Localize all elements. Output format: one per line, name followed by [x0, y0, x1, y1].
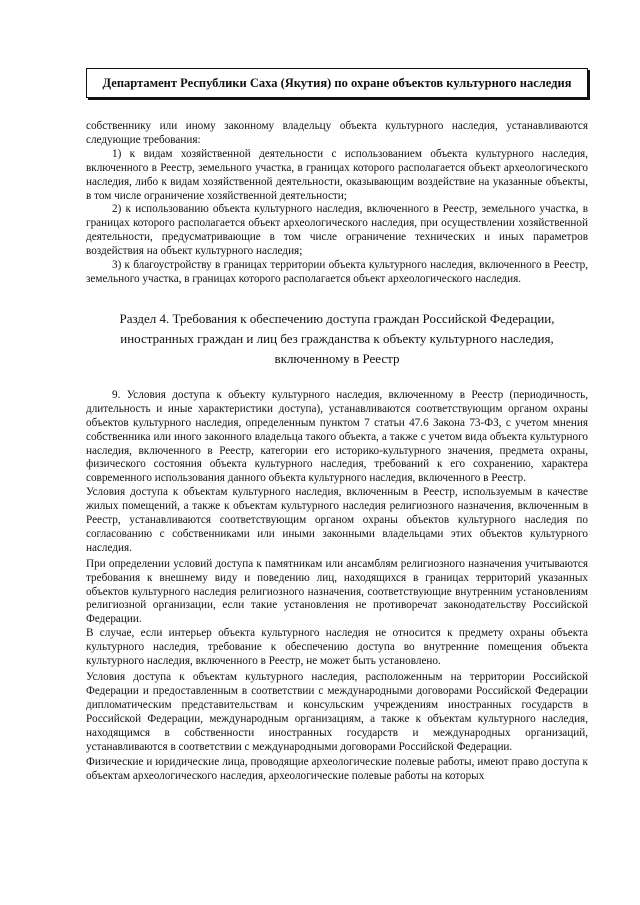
requirement-item-2: 2) к использованию объекта культурного наследия, включенного в Реестр, земельного участка, в границах которого располагается объект археологического наследия, при осуществлении хозяйственной деятельности, предусматривающие в том числе ограничение технических и иных параметров воздействия на объект культурного наследия;: [86, 203, 588, 258]
section-4-title: Раздел 4. Требования к обеспечению доступа граждан Российской Федерации, иностранных граждан и лиц без гражданства к объекту культурного наследия, включенному в Реестр: [119, 310, 555, 366]
department-header: [86, 68, 588, 98]
diplomatic-paragraph: Условия доступа к объектам культурного наследия, расположенным на территории Российской Федерации и предоставленным в соответствии с международными договорами Российской Федерации дипломатическим представительствам и консульским учреждениям иностранных государств в Российской Федерации, международным организациям, а также к объектам культурного наследия, находящимся в собственности иностранных государств и международных организаций, устанавливаются в соответствии с международными договорами Российской Федерации.: [86, 671, 588, 753]
interior-paragraph: В случае, если интерьер объекта культурного наследия не относится к предмету охраны объекта культурного наследия, требование к обеспечению доступа во внутренние помещения объекта культурного наследия, включенного в Реестр, не может быть установлено.: [86, 627, 588, 668]
religious-conditions-paragraph: При определении условий доступа к памятникам или ансамблям религиозного назначения учитываются требования к внешнему виду и поведению лиц, находящихся в границах территорий указанных объектов культурного наследия религиозного назначения, соответствующие внутренним установлениям религиозной организации, если такие установления не противоречат законодательству Российской Федерации.: [86, 557, 588, 626]
requirement-item-3: 3) к благоустройству в границах территории объекта культурного наследия, включенного в Реестр, земельного участка, в границах которого располагается объект археологического наследия.: [86, 259, 588, 285]
requirement-item-1: 1) к видам хозяйственной деятельности с использованием объекта культурного наследия, включенного в Реестр, земельного участка, в границах которого располагается объект археологического наследия, либо к видам хозяйственной деятельности, оказывающим воздействие на указанные объекты, в том числе ограничение хозяйственной деятельности;: [86, 147, 588, 202]
access-block: [86, 389, 588, 784]
archaeology-paragraph: Физические и юридические лица, проводящие археологические полевые работы, имеют право доступа к объектам археологического наследия, археологические полевые работы на которых: [86, 756, 588, 783]
intro-paragraph: собственнику или иному законному владельцу объекта культурного наследия, устанавливаются следующие требования:: [86, 120, 588, 146]
housing-religious-paragraph: Условия доступа к объектам культурного наследия, включенным в Реестр, используемым в качестве жилых помещений, а также к объектам культурного наследия религиозного назначения, включенным в Реестр, устанавливаются соответствующим органом охраны объектов культурного наследия по согласованию с собственниками или иными законными владельцами этих объектов культурного наследия.: [86, 486, 588, 554]
department-title: Департамент Республики Саха (Якутия) по охране объектов культурного наследия: [102, 76, 572, 90]
requirements-block: [86, 120, 588, 287]
clause-9-paragraph: 9. Условия доступа к объекту культурного наследия, включенному в Реестр (периодичность, длительность и иные характеристики доступа), устанавливаются соответствующим органом охраны объектов культурного наследия, определенным пунктом 7 статьи 47.6 Закона 73-ФЗ, с учетом мнения собственника или иного законного владельца такого объекта, а также с учетом вида объекта культурного наследия, включенного в Реестр, категории его историко-культурного значения, предмета охраны, физического состояния объекта культурного наследия, требований к его сохранению, характера современного использования данного объекта культурного наследия, включенного в Реестр.: [86, 388, 588, 485]
